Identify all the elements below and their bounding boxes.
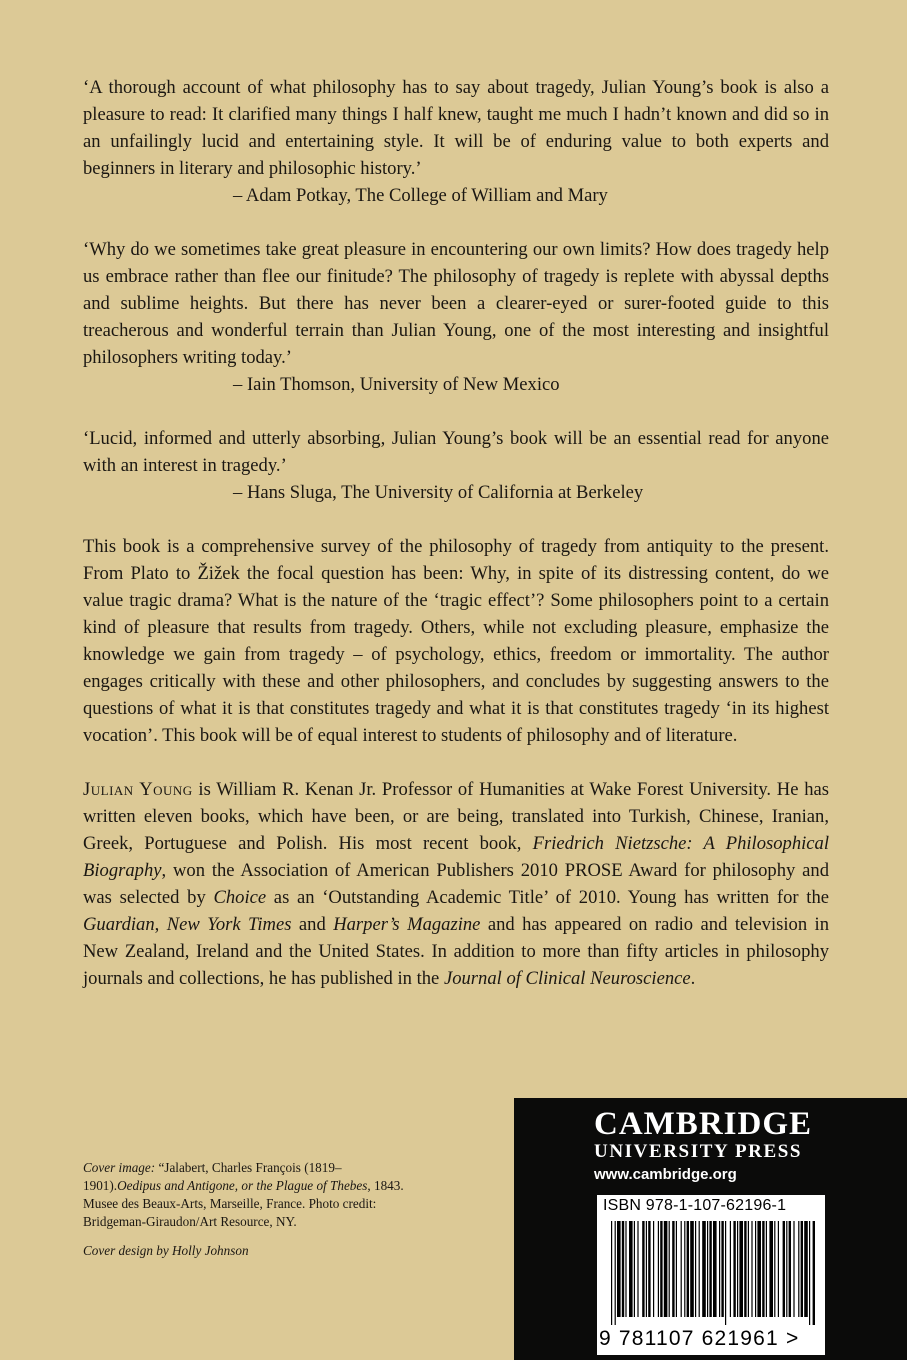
barcode-bar — [751, 1221, 752, 1317]
barcode-bar — [699, 1221, 700, 1317]
barcode-bar — [755, 1221, 756, 1317]
review-quote-2 — [83, 236, 829, 398]
barcode-digits: 9 781107 621961 > — [599, 1327, 800, 1350]
cover-image-credit — [83, 1159, 413, 1231]
design-credit-text: Cover design by Holly Johnson — [83, 1243, 249, 1258]
barcode-bar — [658, 1221, 659, 1317]
barcode-bar — [730, 1221, 731, 1317]
publisher-name: CAMBRIDGE — [594, 1106, 813, 1142]
barcode-bar — [769, 1221, 773, 1317]
barcode-bars-icon — [601, 1221, 821, 1325]
barcode-bar — [783, 1221, 785, 1317]
barcode-bar — [707, 1221, 708, 1317]
quote-attribution: – Hans Sluga, The University of California at Berkeley — [233, 482, 644, 503]
barcode-bar — [681, 1221, 682, 1317]
quote-text: ‘A thorough account of what philosophy has to say about tragedy, Julian Young’s book is also a pleasure to read: It clarified many things I half knew, taught me much I hadn’t known and did so in an unfailingly lucid and entertaining style. It will be of enduring value to both experts and beginners in literary and philosophic history.’ — [83, 77, 829, 179]
barcode-bar — [642, 1221, 644, 1317]
barcode-bar — [798, 1221, 799, 1317]
book-description: This book is a comprehensive survey of the philosophy of tragedy from antiquity to the present. From Plato to Žižek the focal question has been: Why, in spite of its distressing content, do we value tragic drama? What is the nature of the ‘tragic effect’? Some philosophers point to a certain kind of pleasure that results from tragedy. Others, while not excluding pleasure, emphasize the knowledge we gain from tragedy – of psychology, ethics, freedom or immortality. The author engages critically with these and other philosophers, and concludes by suggesting answers to the questions of what it is that constitutes tragedy and what it is that constitutes tragedy ‘in its highest vocation’. This book will be of equal interest to students of philosophy and of literature. — [83, 536, 829, 746]
barcode-bar — [762, 1221, 764, 1317]
barcode-bar — [748, 1221, 749, 1317]
barcode-bar — [676, 1221, 677, 1317]
author-bio — [83, 776, 829, 992]
review-quote-3 — [83, 425, 829, 506]
review-quote-1 — [83, 74, 829, 209]
barcode-bar — [653, 1221, 654, 1317]
barcode-bar — [672, 1221, 674, 1317]
barcode-bar — [757, 1221, 761, 1317]
publisher-url: www.cambridge.org — [594, 1166, 737, 1183]
barcode-bar — [719, 1221, 720, 1317]
painting-title: Oedipus and Antigone, or the Plague of Thebes — [117, 1178, 368, 1193]
barcode-bar — [793, 1221, 794, 1317]
back-cover-text — [83, 74, 829, 992]
isbn-label: ISBN 978-1-107-62196-1 — [603, 1197, 787, 1214]
barcode-bar — [786, 1221, 787, 1317]
quote-attribution: – Iain Thomson, University of New Mexico — [233, 374, 560, 395]
barcode-bar — [737, 1221, 738, 1317]
bio-text: . — [690, 968, 696, 989]
barcode-bar — [669, 1221, 670, 1317]
barcode-box — [597, 1195, 825, 1355]
bio-text: and has appeared on radio and television in New Zealand, Ireland and the United States. In addition to more than fifty articles in philosophy journals and collections, he has published in the — [83, 914, 830, 989]
cover-design-credit — [83, 1242, 413, 1260]
barcode-bar — [804, 1221, 808, 1317]
credit-label: Cover image: — [83, 1160, 156, 1175]
barcode-bar — [713, 1221, 717, 1317]
barcode-bar — [739, 1221, 743, 1317]
bio-publication: New York Times — [166, 914, 292, 935]
cover-credits — [83, 1159, 413, 1260]
barcode-bar — [684, 1221, 685, 1317]
barcode-bar — [709, 1221, 711, 1317]
bio-text: , — [154, 914, 167, 935]
barcode-bar — [629, 1221, 633, 1317]
barcode-bar — [687, 1221, 689, 1317]
credit-text: , 1843. Musee des Beaux-Arts, Marseille, France. Photo credit: Bridgeman-Giraudon/Art Resource, NY. — [83, 1178, 404, 1229]
barcode-bar — [664, 1221, 668, 1317]
bio-text: and — [291, 914, 334, 935]
bio-publication: Harper’s Magazine — [333, 914, 481, 935]
barcode-bar — [646, 1221, 647, 1317]
bio-text: , won the Association of American Publishers 2010 PROSE Award for philosophy and was selected by — [83, 860, 829, 908]
bio-publication: Guardian — [83, 914, 155, 935]
barcode-bar — [778, 1221, 779, 1317]
barcode-bar — [702, 1221, 706, 1317]
publisher-subtitle: UNIVERSITY PRESS — [594, 1141, 803, 1162]
barcode-bar — [622, 1221, 624, 1317]
credit-text: “Jalabert, Charles François (1819–1901). — [83, 1160, 342, 1193]
quote-attribution: – Adam Potkay, The College of William and Mary — [233, 185, 608, 206]
barcode-bar — [617, 1221, 621, 1317]
barcode-bar — [695, 1221, 696, 1317]
bio-text: is William R. Kenan Jr. Professor of Humanities at Wake Forest University. He has written eleven books, which have been, or are being, translated into Turkish, Chinese, Iranian, Greek, Portuguese and Polish. His most recent book, — [83, 779, 829, 854]
bio-publication: Choice — [213, 887, 267, 908]
barcode-bar — [690, 1221, 694, 1317]
author-name: Julian Young — [83, 779, 193, 800]
barcode-bar — [766, 1221, 767, 1317]
barcode-bar — [637, 1221, 638, 1317]
barcode-bar — [789, 1221, 791, 1317]
quote-text: ‘Why do we sometimes take great pleasure in encountering our own limits? How does tragedy help us embrace rather than flee our finitude? The philosophy of tragedy is replete with abyssal depths and sublime heights. But there has never been a clearer-eyed or surer-footed guide to this treacherous and wonderful terrain than Julian Young, one of the most interesting and insightful philosophers writing today.’ — [83, 239, 829, 368]
barcode-bar — [801, 1221, 803, 1317]
barcode-bar — [813, 1221, 815, 1325]
publisher-panel — [514, 1098, 907, 1360]
barcode-bar — [721, 1221, 723, 1317]
barcode-bar — [733, 1221, 735, 1317]
barcode-bar — [634, 1221, 635, 1317]
bio-publication: Journal of Clinical Neuroscience — [443, 968, 691, 989]
quote-text: ‘Lucid, informed and utterly absorbing, Julian Young’s book will be an essential read for anyone with an interest in tragedy.’ — [83, 428, 829, 476]
barcode-bar — [744, 1221, 746, 1317]
barcode-bar — [725, 1221, 726, 1325]
barcode-bar — [625, 1221, 626, 1317]
barcode-bar — [648, 1221, 650, 1317]
barcode-bar — [774, 1221, 775, 1317]
barcode-bar — [809, 1221, 810, 1325]
bio-text: as an ‘Outstanding Academic Title’ of 2010. Young has written for the — [266, 887, 829, 908]
barcode-bar — [660, 1221, 662, 1317]
barcode-bar — [615, 1221, 616, 1325]
bio-book-title: Friedrich Nietzsche: A Philosophical Biography — [83, 833, 830, 881]
barcode-bar — [611, 1221, 612, 1325]
